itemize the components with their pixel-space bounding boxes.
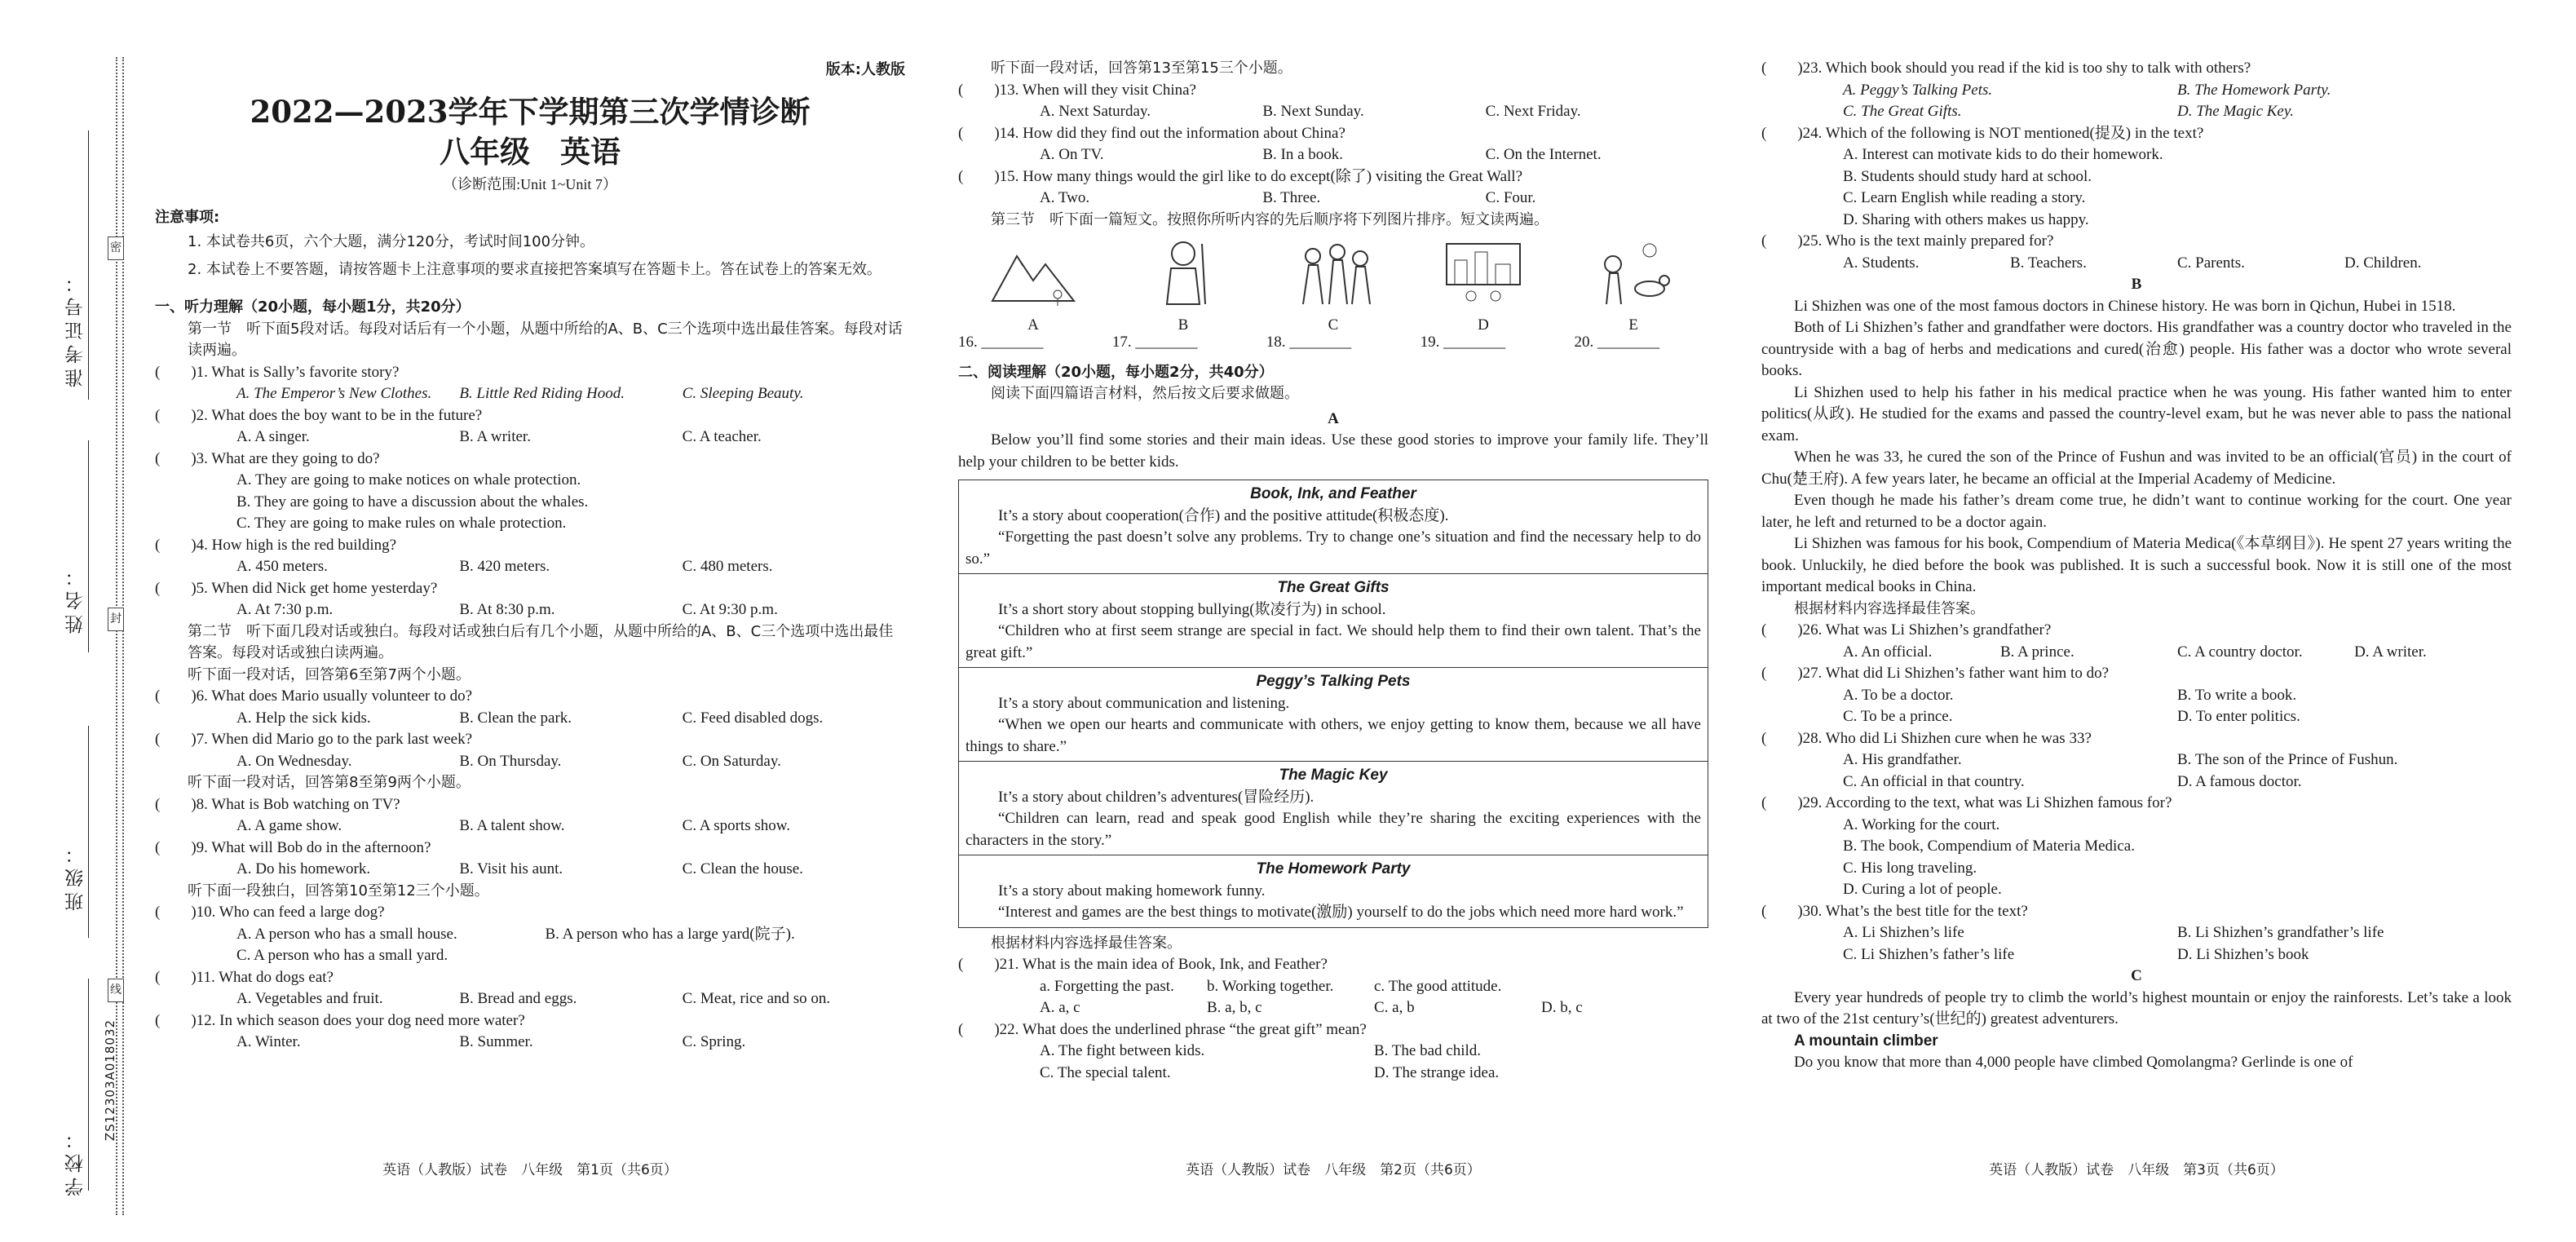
- option: B. The bad child.: [1374, 1042, 1482, 1059]
- question-27: ( )27. What did Li Shizhen’s father want him to do?: [1761, 665, 2110, 682]
- page-1: [155, 61, 905, 1054]
- sub-instruction: 听下面一段对话，回答第8至第9两个小题。: [188, 774, 471, 791]
- question-11: ( )11. What do dogs eat?: [155, 968, 334, 986]
- school-line: [88, 979, 89, 1191]
- option: B. In a book.: [1262, 146, 1344, 163]
- option: D. Children.: [2344, 254, 2422, 272]
- option: C. A person who has a small yard.: [236, 947, 448, 964]
- seal-char-3: 线: [108, 979, 124, 1002]
- option: B. A person who has a large yard(院子).: [545, 925, 795, 943]
- option: A. Working for the court.: [1843, 815, 2000, 833]
- exam-title: 2022—2023学年下学期第三次学情诊断: [250, 94, 811, 130]
- option: B. Visit his aunt.: [459, 860, 563, 877]
- story-cell: [959, 480, 1708, 574]
- exam-no-line: [88, 130, 89, 400]
- option: A. They are going to make notices on whale protection.: [236, 471, 581, 488]
- choose-instruction: 根据材料内容选择最佳答案。: [991, 934, 1182, 952]
- option: A. Next Saturday.: [1040, 103, 1151, 120]
- option: C. They are going to make rules on whale protection.: [236, 515, 567, 532]
- question-29: ( )29. According to the text, what was Li Shizhen famous for?: [1761, 794, 2172, 811]
- option: B. A prince.: [1999, 643, 2074, 661]
- option: D. Sharing with others makes us happy.: [1843, 210, 2089, 228]
- note-1: 1. 本试卷共6页，六个大题，满分120分，考试时间100分钟。: [188, 233, 595, 250]
- section3-intro: 第三节 听下面一篇短文。按照你所听内容的先后顺序将下列图片排序。短文读两遍。: [991, 210, 1549, 228]
- passage-c-heading: A mountain climber: [1794, 1032, 1938, 1050]
- paper-code: ZS12303A018032: [103, 1019, 117, 1142]
- picture-e: [1588, 236, 1678, 334]
- passage-b-para: Li Shizhen used to help his father in his medical practice when he was young. His father wanted him to enter politics(从政). He studied for the exams and passed the country-level exam, but he was never able to pass the national exam.: [1761, 383, 2512, 444]
- option: C. A teacher.: [682, 428, 762, 445]
- option: C. An official in that country.: [1843, 772, 2025, 790]
- question-13: ( )13. When will they visit China?: [958, 81, 1196, 99]
- passage-c-label: C: [2131, 967, 2142, 984]
- part1-heading: 一、听力理解（20小题，每小题1分，共20分）: [155, 298, 471, 316]
- question-8: ( )8. What is Bob watching on TV?: [155, 795, 400, 813]
- question-14: ( )14. How did they find out the information about China?: [958, 124, 1345, 142]
- school-label: 学校：: [65, 1125, 86, 1196]
- picture-a: [988, 236, 1078, 334]
- passage-b-para: Even though he made his father’s dream come true, he didn’t want to continue working for the court. One year later, he left and returned to be a doctor again.: [1761, 492, 2512, 531]
- option: A. Winter.: [236, 1033, 301, 1050]
- class-label: 班级：: [65, 840, 86, 911]
- option: C. A country doctor.: [2177, 643, 2303, 661]
- story-cell: [959, 762, 1708, 855]
- question-4: ( )4. How high is the red building?: [155, 536, 397, 554]
- passage-b-para: When he was 33, he cured the son of the Prince of Fushun and was invited to be an official(官员) in the court of Chu(楚王府). A few years later, he became an official at the Imperial Academy of Medicine.: [1761, 449, 2512, 488]
- question-22: ( )22. What does the underlined phrase “the great gift” mean?: [958, 1020, 1367, 1038]
- sub-instruction: 听下面一段对话，回答第6至第7两个小题。: [188, 665, 471, 683]
- passage-b-para: Li Shizhen was one of the most famous doctors in Chinese history. He was born in Qichun, Hubei in 1518.: [1794, 297, 2456, 315]
- question-23: ( )23. Which book should you read if the kid is too shy to talk with others?: [1761, 60, 2251, 77]
- question-25: ( )25. Who is the text mainly prepared for?: [1761, 232, 2054, 250]
- story-title: The Magic Key: [1279, 767, 1388, 784]
- question-24: ( )24. Which of the following is NOT mentioned(提及) in the text?: [1761, 124, 2204, 142]
- option: D. A famous doctor.: [2177, 772, 2302, 790]
- picture-label: E: [1628, 316, 1638, 334]
- answer-blank[interactable]: 18. ________: [1266, 334, 1352, 351]
- option: A. The fight between kids.: [1040, 1042, 1205, 1059]
- option: B. 420 meters.: [459, 558, 550, 575]
- picture-label: B: [1178, 316, 1189, 334]
- passage-c-intro: Every year hundreds of people try to climb the world’s highest mountain or enjoy the rainforests. Let’s take a look at two of the 21st century’s(世纪的) greatest adventurers.: [1761, 988, 2512, 1028]
- option: D. The Magic Key.: [2177, 103, 2295, 120]
- option: C. His long traveling.: [1843, 859, 1977, 877]
- option: A. a, c: [1040, 999, 1080, 1016]
- option: C. Four.: [1485, 189, 1536, 206]
- option: C. Parents.: [2177, 254, 2245, 272]
- option: A. On TV.: [1040, 146, 1104, 163]
- version-label: 版本:人教版: [825, 61, 905, 78]
- story-quote: “Interest and games are the best things to motivate(激励) yourself to do the jobs which need more hard work.”: [998, 904, 1684, 921]
- story-title: Peggy’s Talking Pets: [1256, 673, 1411, 690]
- option: C. Spring.: [682, 1033, 746, 1050]
- question-6: ( )6. What does Mario usually volunteer to do?: [155, 687, 473, 705]
- page-3: [1761, 61, 2512, 1074]
- option: B. They are going to have a discussion about the whales.: [236, 493, 589, 511]
- seal-char-2: 封: [108, 608, 124, 631]
- kids-dog-illustration: [1588, 236, 1678, 307]
- passage-b-para: Both of Li Shizhen’s father and grandfather were doctors. His grandfather was a country doctor who traveled in the countryside with a bag of herbs and medications and cured(治愈) people. His father was a doctor who wrote several books.: [1761, 319, 2512, 379]
- sub-instruction: 听下面一段对话，回答第13至第15三个小题。: [991, 60, 1292, 77]
- picture-label: D: [1478, 316, 1489, 334]
- option: A. Do his homework.: [236, 860, 371, 877]
- answer-blank[interactable]: 17. ________: [1111, 334, 1198, 351]
- option: C. a, b: [1374, 999, 1415, 1016]
- option: D. b, c: [1541, 999, 1583, 1016]
- option: A. Help the sick kids.: [236, 709, 371, 727]
- option: A. The Emperor’s New Clothes.: [236, 385, 432, 402]
- picture-label: C: [1328, 316, 1339, 334]
- sub-option: c. The good attitude.: [1374, 977, 1502, 995]
- picture-b: [1138, 236, 1228, 334]
- option: B. A talent show.: [459, 817, 565, 834]
- story-cell: [959, 855, 1708, 927]
- city-illustration: [1438, 236, 1528, 307]
- option: C. Sleeping Beauty.: [682, 385, 804, 402]
- story-cell: [959, 668, 1708, 762]
- option: C. Learn English while reading a story.: [1843, 189, 2086, 206]
- story-line: It’s a story about making homework funny.: [998, 882, 1266, 899]
- seal-line-inner: [122, 57, 124, 1215]
- picture-row: [958, 236, 1708, 334]
- option: C. Feed disabled dogs.: [682, 709, 824, 727]
- story-quote: “Children can learn, read and speak good English while they’re sharing the exciting experiences with the characters in the story.”: [965, 810, 1701, 849]
- option: B. A writer.: [459, 428, 531, 445]
- option: C. Meat, rice and so on.: [682, 990, 831, 1007]
- question-28: ( )28. Who did Li Shizhen cure when he was 33?: [1761, 729, 2092, 747]
- seal-char-1: 密: [108, 236, 124, 260]
- option: A. A game show.: [236, 817, 342, 834]
- option: B. On Thursday.: [459, 752, 562, 770]
- option: C. The Great Gifts.: [1843, 103, 1962, 120]
- picture-label: A: [1027, 316, 1039, 334]
- story-line: It’s a story about children’s adventures(冒险经历).: [998, 788, 1315, 806]
- question-2: ( )2. What does the boy want to be in the future?: [155, 406, 483, 424]
- name-label: 姓名：: [65, 563, 86, 634]
- option: C. A sports show.: [682, 817, 790, 834]
- question-12: ( )12. In which season does your dog need more water?: [155, 1011, 525, 1029]
- note-2: 2. 本试卷上不要答题，请按答题卡上注意事项的要求直接把答案填写在答题卡上。答在试卷上的答案无效。: [188, 261, 881, 278]
- option: D. To enter politics.: [2177, 708, 2300, 725]
- option: D. A writer.: [2354, 643, 2427, 661]
- passage-b-para: Li Shizhen was famous for his book, Compendium of Materia Medica(《本草纲目》). He spent 27 years writing the book. Unluckily, he died before the book was published. It is such a successful book. Now it is still one of the most important medical books in China.: [1761, 535, 2512, 595]
- option: D. Li Shizhen’s book: [2177, 945, 2309, 963]
- option: B. To write a book.: [2177, 686, 2297, 704]
- question-3: ( )3. What are they going to do?: [155, 449, 380, 467]
- option: B. The son of the Prince of Fushun.: [2177, 751, 2398, 768]
- binding-margin: [49, 57, 139, 1215]
- option: A. A singer.: [236, 428, 310, 445]
- option: A. A person who has a small house.: [236, 925, 457, 943]
- question-21: ( )21. What is the main idea of Book, Ink, and Feather?: [958, 956, 1328, 973]
- option: B. Students should study hard at school.: [1843, 167, 2092, 185]
- option: B. Summer.: [459, 1033, 533, 1050]
- option: B. The Homework Party.: [2177, 81, 2331, 99]
- option: C. On the Internet.: [1485, 146, 1602, 163]
- option: A. Li Shizhen’s life: [1843, 924, 1964, 941]
- answer-blank[interactable]: 19. ________: [1420, 334, 1506, 351]
- option: B. Three.: [1262, 189, 1321, 206]
- option: A. Peggy’s Talking Pets.: [1843, 81, 1993, 99]
- passage-a-intro: Below you’ll find some stories and their main ideas. Use these good stories to improve your family life. They’ll help your children to be better kids.: [958, 431, 1708, 471]
- question-26: ( )26. What was Li Shizhen’s grandfather?: [1761, 621, 2052, 639]
- passage-a-label: A: [1328, 409, 1339, 427]
- name-line: [88, 440, 89, 652]
- class-line: [88, 726, 89, 938]
- group-illustration: [1288, 236, 1378, 307]
- option: C. Clean the house.: [682, 860, 803, 877]
- sub-instruction: 听下面一段独白，回答第10至第12三个小题。: [188, 882, 489, 899]
- option: C. Li Shizhen’s father’s life: [1843, 945, 2015, 963]
- passage-b-label: B: [2131, 276, 2142, 293]
- story-title: The Homework Party: [1256, 860, 1411, 877]
- option: B. At 8:30 p.m.: [459, 601, 555, 618]
- question-5: ( )5. When did Nick get home yesterday?: [155, 579, 438, 597]
- picture-c: [1288, 236, 1378, 334]
- exam-subtitle: 八年级 英语: [440, 135, 621, 170]
- option: D. Curing a lot of people.: [1843, 881, 2002, 898]
- question-10: ( )10. Who can feed a large dog?: [155, 904, 385, 921]
- notes-heading: 注意事项:: [155, 208, 220, 226]
- option: C. At 9:30 p.m.: [682, 601, 778, 618]
- question-30: ( )30. What’s the best title for the text?: [1761, 902, 2028, 920]
- exam-scope: （诊断范围:Unit 1~Unit 7）: [443, 176, 617, 192]
- question-9: ( )9. What will Bob do in the afternoon?: [155, 838, 431, 856]
- story-line: It’s a story about cooperation(合作) and the positive attitude(积极态度).: [998, 506, 1449, 524]
- option: A. Vegetables and fruit.: [236, 990, 383, 1007]
- option: B. The book, Compendium of Materia Medica.: [1843, 838, 2135, 855]
- picture-d: [1438, 236, 1528, 334]
- doctor-illustration: [1138, 236, 1228, 307]
- section2-intro: 第二节 听下面几段对话或独白。每段对话或独白后有几个小题，从题中所给的A、B、C三个选项中选出最佳答案。每段对话或独白读两遍。: [188, 622, 894, 661]
- exam-no-label: 准考证号：: [65, 269, 86, 387]
- option: C. Next Friday.: [1485, 103, 1581, 120]
- story-quote: “Forgetting the past doesn’t solve any problems. Try to change one’s situation and find the necessary help to do so.”: [965, 528, 1701, 568]
- answer-blank[interactable]: 16. ________: [958, 334, 1044, 351]
- option: B. Little Red Riding Hood.: [459, 385, 625, 402]
- story-cell: [959, 574, 1708, 668]
- option: B. Li Shizhen’s grandfather’s life: [2177, 924, 2384, 941]
- mountain-illustration: [988, 236, 1078, 307]
- option: B. Clean the park.: [459, 709, 572, 727]
- passage-c-line: Do you know that more than 4,000 people have climbed Qomolangma? Gerlinde is one of: [1794, 1054, 2353, 1071]
- story-table: [958, 480, 1708, 928]
- answer-blank[interactable]: 20. ________: [1574, 334, 1659, 351]
- section1-intro: 第一节 听下面5段对话。每段对话后有一个小题，从题中所给的A、B、C三个选项中选出最佳答案。每段对话读两遍。: [188, 320, 903, 359]
- option: A. Students.: [1843, 254, 1920, 272]
- option: C. The special talent.: [1040, 1063, 1171, 1081]
- part2-heading: 二、阅读理解（20小题，每小题2分，共40分）: [958, 363, 1274, 381]
- option: A. Interest can motivate kids to do their homework.: [1843, 146, 2163, 163]
- story-line: It’s a story about communication and listening.: [998, 694, 1290, 712]
- option: A. 450 meters.: [236, 558, 328, 575]
- choose-instruction: 根据材料内容选择最佳答案。: [1794, 599, 1985, 617]
- sub-option: b. Working together.: [1207, 977, 1334, 995]
- page-footer: 英语（人教版）试卷 八年级 第2页（共6页）: [1186, 1162, 1481, 1178]
- page-footer: 英语（人教版）试卷 八年级 第1页（共6页）: [382, 1162, 678, 1178]
- page-footer: 英语（人教版）试卷 八年级 第3页（共6页）: [1989, 1162, 2284, 1178]
- option: C. On Saturday.: [682, 752, 781, 770]
- option: B. Teachers.: [2010, 254, 2087, 272]
- story-quote: “When we open our hearts and communicate with others, we enjoy getting to know them, because we all have things to share.”: [965, 716, 1701, 755]
- question-7: ( )7. When did Mario go to the park last week?: [155, 731, 473, 748]
- story-quote: “Children who at first seem strange are special in fact. We should help them to find their own talent. That’s the great gift.”: [965, 622, 1701, 661]
- option: C. To be a prince.: [1843, 708, 1953, 725]
- option: A. Two.: [1040, 189, 1090, 206]
- story-line: It’s a short story about stopping bullying(欺凌行为) in school.: [998, 600, 1386, 618]
- option: B. Next Sunday.: [1262, 103, 1364, 120]
- part2-intro: 阅读下面四篇语言材料，然后按文后要求做题。: [991, 385, 1299, 402]
- question-1: ( )1. What is Sally’s favorite story?: [155, 363, 400, 381]
- sub-option: a. Forgetting the past.: [1040, 977, 1174, 995]
- option: A. To be a doctor.: [1843, 686, 1954, 704]
- option: A. At 7:30 p.m.: [236, 601, 334, 618]
- option: C. 480 meters.: [682, 558, 773, 575]
- option: D. The strange idea.: [1374, 1063, 1500, 1081]
- option: A. An official.: [1843, 643, 1933, 661]
- story-title: Book, Ink, and Feather: [1250, 485, 1416, 502]
- story-title: The Great Gifts: [1277, 579, 1390, 596]
- option: B. a, b, c: [1207, 999, 1262, 1016]
- option: B. Bread and eggs.: [459, 990, 577, 1007]
- option: A. His grandfather.: [1843, 751, 1962, 768]
- option: A. On Wednesday.: [236, 752, 352, 770]
- question-15: ( )15. How many things would the girl like to do except(除了) visiting the Great Wall?: [958, 167, 1523, 185]
- page-2: [958, 61, 1708, 1084]
